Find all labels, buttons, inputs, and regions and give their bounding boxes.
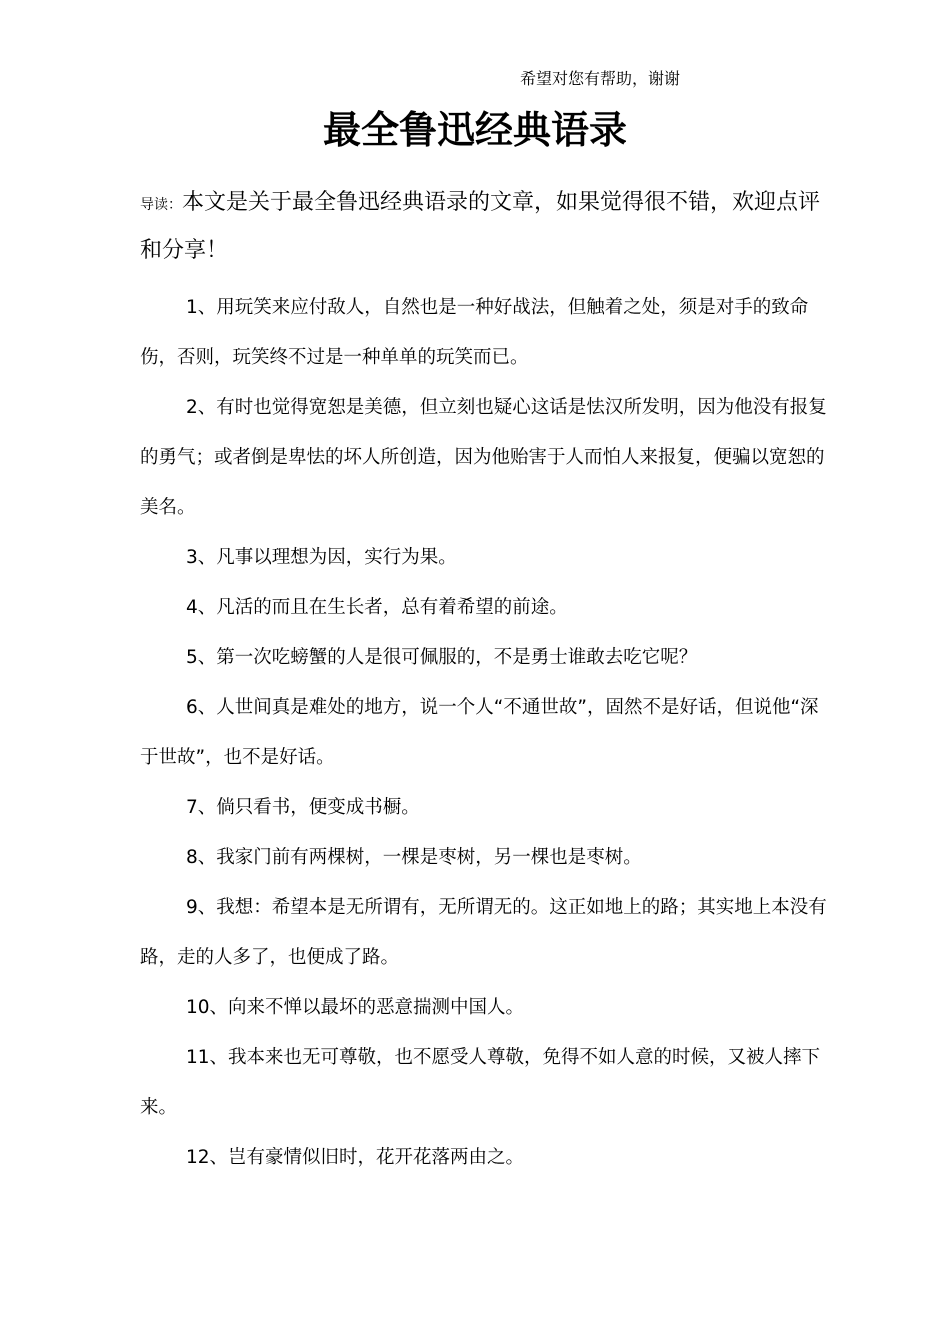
quote-item: 2、有时也觉得宽恕是美德，但立刻也疑心这话是怯汉所发明，因为他没有报复的勇气；或者倒是卑怯的坏人所创造，因为他贻害于人而怕人来报复，便骗以宽恕的美名。 bbox=[140, 397, 827, 518]
quote-item: 12、岂有豪情似旧时，花开花落两由之。 bbox=[186, 1147, 525, 1168]
quote-item: 10、向来不惮以最坏的恶意揣测中国人。 bbox=[186, 997, 525, 1018]
quote-item: 8、我家门前有两棵树，一棵是枣树，另一棵也是枣树。 bbox=[186, 847, 642, 868]
intro-label: 导读： bbox=[140, 197, 182, 213]
quote-list bbox=[140, 283, 830, 1183]
quote-item: 7、倘只看书，便变成书橱。 bbox=[186, 797, 420, 818]
quote-item: 11、我本来也无可尊敬，也不愿受人尊敬，免得不如人意的时候，又被人摔下来。 bbox=[140, 1047, 821, 1118]
quote-item: 3、凡事以理想为因，实行为果。 bbox=[186, 547, 457, 568]
page-title: 最全鲁迅经典语录 bbox=[322, 108, 627, 152]
quote-item: 1、用玩笑来应付敌人，自然也是一种好战法，但触着之处，须是对手的致命伤，否则，玩笑终不过是一种单单的玩笑而已。 bbox=[140, 297, 809, 368]
quote-item: 9、我想：希望本是无所谓有，无所谓无的。这正如地上的路；其实地上本没有路，走的人多了，也便成了路。 bbox=[140, 897, 827, 968]
quote-item: 5、第一次吃螃蟹的人是很可佩服的，不是勇士谁敢去吃它呢？ bbox=[186, 647, 698, 668]
header-note: 希望对您有帮助，谢谢 bbox=[520, 69, 681, 88]
intro-paragraph bbox=[140, 180, 820, 273]
intro-text: 本文是关于最全鲁迅经典语录的文章，如果觉得很不错，欢迎点评和分享！ bbox=[140, 190, 821, 263]
quote-item: 4、凡活的而且在生长者，总有着希望的前途。 bbox=[186, 597, 568, 618]
quote-item: 6、人世间真是难处的地方，说一个人“不通世故”，固然不是好话，但说他“深于世故”，也不是好话。 bbox=[140, 697, 819, 768]
